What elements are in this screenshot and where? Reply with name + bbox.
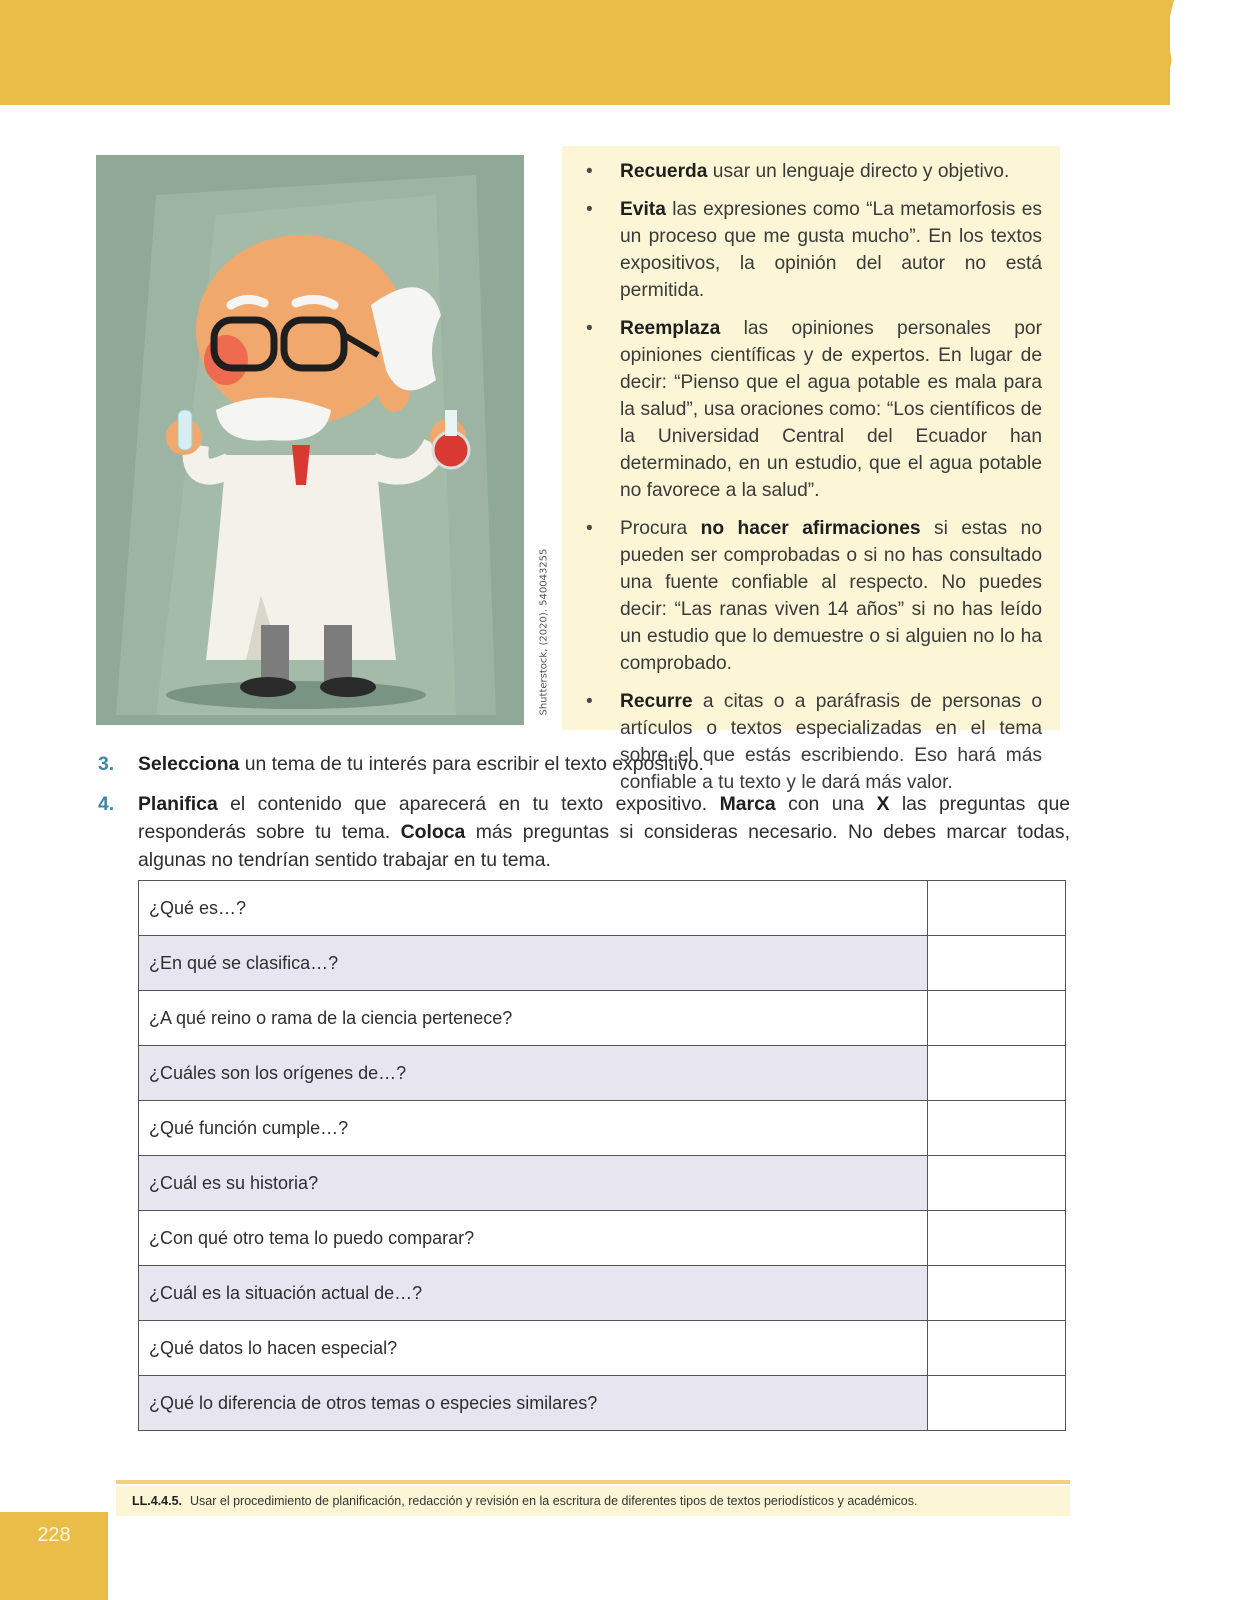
activity-keyword: Planifica [138, 793, 218, 815]
tip-item [586, 158, 1042, 185]
mark-cell[interactable] [928, 991, 1066, 1046]
red-flask [433, 432, 469, 468]
right-leg [324, 625, 352, 685]
question-cell: ¿Qué lo diferencia de otros temas o especies similares? [139, 1376, 928, 1431]
activity-keyword: X [876, 793, 890, 815]
question-cell: ¿Cuál es la situación actual de…? [139, 1266, 928, 1321]
table-row [139, 1101, 1066, 1156]
activity-text-part: las preguntas que responderás sobre tu tema. [138, 793, 1071, 843]
question-cell: ¿Cuál es su historia? [139, 1156, 928, 1211]
scientist-illustration [96, 155, 524, 725]
table-row [139, 1321, 1066, 1376]
tip-item [586, 196, 1042, 304]
question-cell: ¿Qué función cumple…? [139, 1101, 928, 1156]
activity-text-part: más preguntas si consideras necesario. No debes marcar todas, algunas no tendrían sentido trabajar en tu tema. [138, 821, 1071, 871]
writing-tips-box [562, 146, 1060, 793]
question-cell: ¿Qué datos lo hacen especial? [139, 1321, 928, 1376]
tip-text: las opiniones personales por opiniones científicas y de expertos. En lugar de decir: “Pienso que el agua potable es mala para la salud”, usa oraciones como: “Los científicos de la Universidad Central del Ecuador han determinado, en un estudio, que el agua potable no favorece a la salud”. [620, 318, 1042, 501]
image-credit [524, 548, 554, 725]
activity-keyword: Marca [719, 793, 776, 815]
footer-rule [116, 1480, 1070, 1484]
tip-text: si estas no pueden ser comprobadas o si no has consultado una fuente confiable al respecto. No puedes decir: “Las ranas viven 14 años” si no has leído un estudio que lo demuestre o si alguien no lo ha comprobado. [620, 518, 1042, 674]
question-cell: ¿A qué reino o rama de la ciencia pertenece? [139, 991, 928, 1046]
tip-item [586, 515, 1042, 677]
top-color-band [0, 0, 1170, 105]
right-shoe [320, 677, 376, 697]
mark-cell[interactable] [928, 1321, 1066, 1376]
activity-number: 3. [98, 753, 115, 775]
question-cell: ¿Con qué otro tema lo puedo comparar? [139, 1211, 928, 1266]
tips-list [586, 158, 1042, 796]
skill-text: Usar el procedimiento de planificación, redacción y revisión en la escritura de diferentes tipos de textos periodísticos y académicos. [190, 1494, 918, 1508]
question-cell: ¿Qué es…? [139, 881, 928, 936]
page-number: 228 [37, 1524, 71, 1546]
activity-text-part: un tema de tu interés para escribir el texto expositivo. [239, 753, 704, 775]
tip-keyword: Evita [620, 199, 666, 220]
tip-keyword: Recuerda [620, 161, 708, 182]
page-number-tab [0, 1512, 108, 1600]
floor-shadow [166, 681, 426, 709]
activity-3 [98, 750, 1070, 778]
mark-cell[interactable] [928, 1211, 1066, 1266]
mark-cell[interactable] [928, 1156, 1066, 1211]
mark-cell[interactable] [928, 881, 1066, 936]
mark-cell[interactable] [928, 1266, 1066, 1321]
activity-text [138, 790, 1070, 874]
test-tube [178, 410, 192, 450]
table-row [139, 1376, 1066, 1431]
flask-neck [445, 410, 457, 436]
activity-keyword: Coloca [400, 821, 466, 843]
table-row [139, 1046, 1066, 1101]
tip-lead: Procura [620, 518, 701, 539]
activity-text-part: el contenido que aparecerá en tu texto expositivo. [217, 793, 720, 815]
tip-item [586, 688, 1042, 796]
table-row [139, 1266, 1066, 1321]
activity-text [138, 750, 1070, 778]
table-row [139, 1156, 1066, 1211]
tip-item [586, 315, 1042, 504]
question-cell: ¿Cuáles son los orígenes de…? [139, 1046, 928, 1101]
table-row [139, 991, 1066, 1046]
questions-table [138, 880, 1066, 1431]
tip-text: usar un lenguaje directo y objetivo. [707, 161, 1010, 182]
mark-cell[interactable] [928, 1101, 1066, 1156]
top-band-torn-edge [1150, 0, 1174, 100]
activity-keyword: Selecciona [138, 753, 240, 775]
mark-cell[interactable] [928, 936, 1066, 991]
table-row [139, 936, 1066, 991]
left-leg [261, 625, 289, 685]
activity-4 [98, 790, 1070, 874]
tip-text: a citas o a paráfrasis de personas o artículos o textos especializadas en el tema sobre el que estás escribiendo. Eso hará más confiable a tu texto y le dará más valor. [620, 691, 1042, 793]
tip-keyword: Recurre [620, 691, 693, 712]
tip-keyword: no hacer afirmaciones [700, 518, 921, 539]
head [196, 235, 406, 425]
question-cell: ¿En qué se clasifica…? [139, 936, 928, 991]
activity-text-part: con una [775, 793, 877, 815]
table-row [139, 1211, 1066, 1266]
mark-cell[interactable] [928, 1376, 1066, 1431]
scientist-drawing [96, 155, 524, 725]
tip-text: las expresiones como “La metamorfosis es un proceso que me gusta mucho”. En los textos expositivos, la opinión del autor no está permitida. [620, 199, 1042, 301]
table-row [139, 881, 1066, 936]
activity-number: 4. [98, 793, 115, 815]
image-credit-text: Shutterstock, (2020). 540043255 [538, 548, 550, 716]
mark-cell[interactable] [928, 1046, 1066, 1101]
lab-coat [206, 455, 396, 660]
skill-code: LL.4.4.5. [132, 1494, 183, 1508]
tip-keyword: Reemplaza [620, 318, 721, 339]
left-shoe [240, 677, 296, 697]
skill-criterion [116, 1486, 1070, 1516]
